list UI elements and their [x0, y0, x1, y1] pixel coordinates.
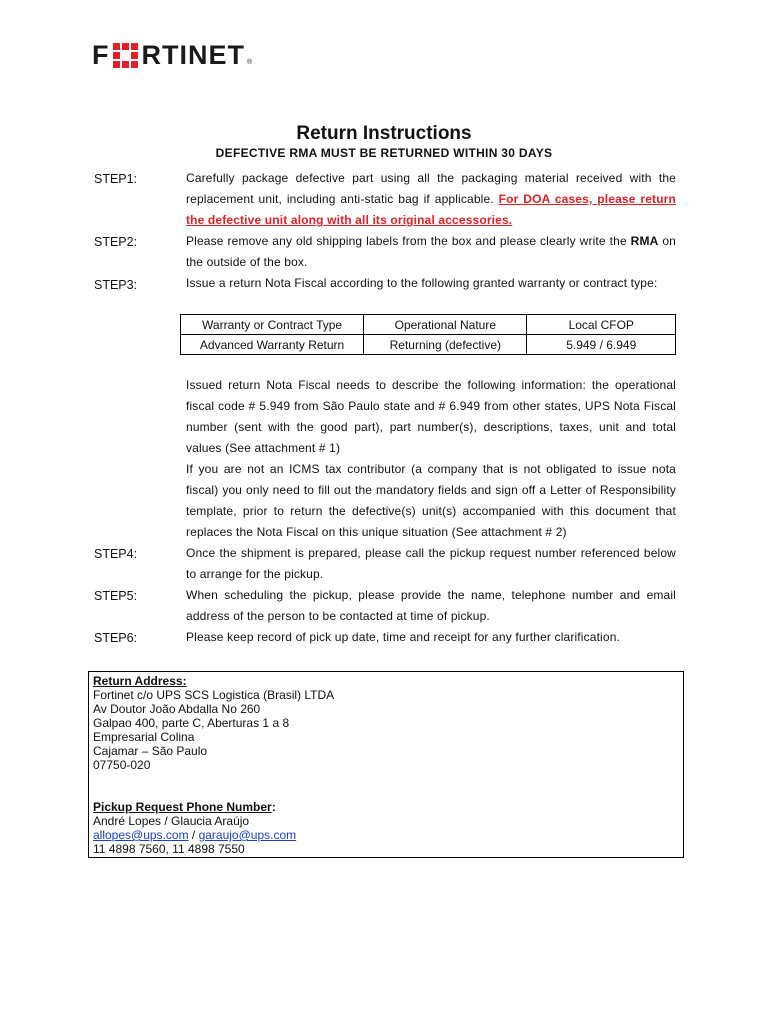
fortinet-logo — [92, 40, 252, 70]
step2-text — [186, 231, 676, 273]
page-title: Return Instructions — [296, 123, 472, 144]
step1-text — [186, 168, 676, 231]
step1-doa-warning: For DOA cases, please return the defective unit along with all its original accessories. — [186, 192, 676, 227]
address-line: Galpao 400, parte C, Aberturas 1 a 8 — [93, 716, 290, 730]
address-line: Av Doutor João Abdalla No 260 — [93, 702, 261, 716]
table-cell: 5.949 / 6.949 — [527, 335, 676, 355]
pickup-phone-numbers: 11 4898 7560, 11 4898 7550 — [93, 842, 245, 856]
pickup-emails — [93, 828, 679, 842]
step3-label: STEP3: — [94, 278, 138, 292]
registered-mark: ® — [247, 59, 253, 66]
step2-rma: RMA — [630, 234, 659, 248]
address-line: 07750-020 — [93, 758, 151, 772]
step3-text: Issue a return Nota Fiscal according to the following granted warranty or contract type: — [186, 276, 658, 290]
table-row — [181, 335, 676, 355]
page-subtitle: DEFECTIVE RMA MUST BE RETURNED WITHIN 30 DAYS — [215, 146, 553, 160]
step4-text: Once the shipment is prepared, please call the pickup request number referenced below to arrange for the pickup. — [186, 546, 676, 581]
table-header-row — [181, 315, 676, 335]
warranty-table — [180, 314, 676, 355]
step2-label: STEP2: — [94, 235, 138, 249]
step2-text-a: Please remove any old shipping labels from the box and please clearly write the — [186, 234, 631, 248]
address-line: Fortinet c/o UPS SCS Logistica (Brasil) LTDA — [93, 688, 335, 702]
address-line: Empresarial Colina — [93, 730, 195, 744]
step4-label: STEP4: — [94, 547, 138, 561]
email-separator: / — [188, 828, 199, 842]
logo-text-right: RTINET — [141, 39, 245, 70]
step6-label: STEP6: — [94, 631, 138, 645]
pickup-heading: Pickup Request Phone Number — [93, 800, 272, 814]
step6-text: Please keep record of pick up date, time and receipt for any further clarification. — [186, 630, 621, 644]
table-header-cell: Warranty or Contract Type — [181, 315, 364, 335]
step1-label: STEP1: — [94, 172, 138, 186]
logo-text-left: F — [92, 39, 110, 70]
return-address-box — [88, 671, 684, 858]
pickup-heading-colon: : — [271, 800, 276, 814]
step5-text: When scheduling the pickup, please provide the name, telephone number and email address of the person to be contacted at time of pickup. — [186, 588, 676, 623]
spacer — [93, 772, 679, 786]
pickup-contact-names: André Lopes / Glaucia Araújo — [93, 814, 250, 828]
step3-icms-info: If you are not an ICMS tax contributor (a company that is not obligated to issue nota fiscal) you only need to fill out the mandatory fields and sign off a Letter of Responsibility template, prior to return the defective(s) unit(s) accompanied with this document that replaces the Nota Fiscal on this unique situation (See attachment # 2) — [186, 462, 676, 539]
email-link-allopes[interactable]: allopes@ups.com — [93, 828, 189, 842]
step3-nota-fiscal-info: Issued return Nota Fiscal needs to describe the following information: the operational fiscal code # 5.949 from São Paulo state and # 6.949 from other states, UPS Nota Fiscal number (sent with the good part), part number(s), descriptions, taxes, unit and total values (See attachment # 1) — [186, 378, 676, 455]
step5-label: STEP5: — [94, 589, 138, 603]
step2-text-b: on the outside of the box. — [186, 234, 676, 269]
table-header-cell: Local CFOP — [527, 315, 676, 335]
table-cell: Returning (defective) — [364, 335, 527, 355]
logo-grid-icon — [113, 43, 138, 68]
table-cell: Advanced Warranty Return — [181, 335, 364, 355]
table-header-cell: Operational Nature — [364, 315, 527, 335]
address-line: Cajamar – São Paulo — [93, 744, 208, 758]
step1-text-main: Carefully package defective part using all the packaging material received with the replacement unit, including anti-static bag if applicable. — [186, 171, 676, 206]
email-link-garaujo[interactable]: garaujo@ups.com — [198, 828, 297, 842]
spacer — [93, 786, 679, 800]
pickup-heading-line — [93, 800, 679, 814]
return-address-heading: Return Address: — [93, 674, 187, 688]
